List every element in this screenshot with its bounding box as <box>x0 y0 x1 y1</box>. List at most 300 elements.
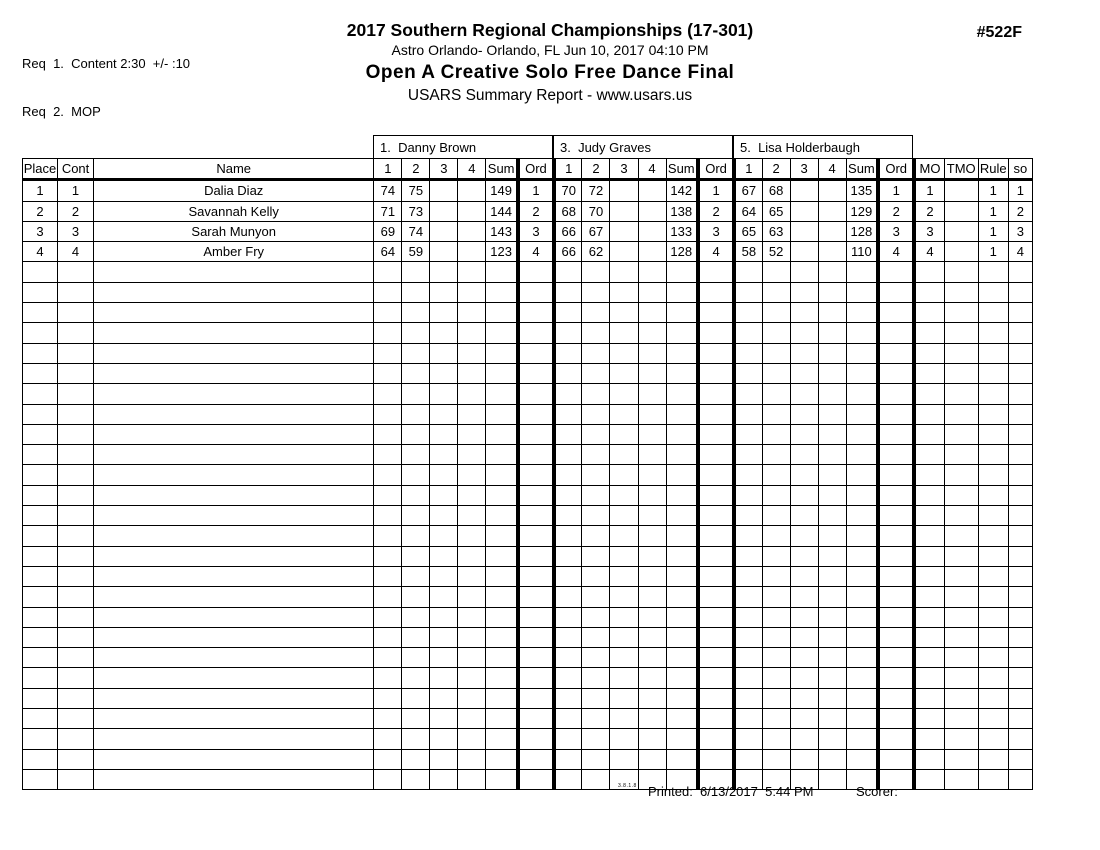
rule-cell <box>978 282 1008 302</box>
score-cell <box>762 465 790 485</box>
score-cell <box>458 262 486 282</box>
ord-cell: 4 <box>698 242 734 262</box>
ord-cell <box>698 607 734 627</box>
place-cell <box>23 729 58 749</box>
sum-cell <box>846 607 878 627</box>
score-cell <box>610 749 638 769</box>
ord-cell <box>878 607 914 627</box>
score-cell <box>402 546 430 566</box>
score-cell <box>790 424 818 444</box>
ord-cell <box>698 526 734 546</box>
so-cell <box>1008 749 1032 769</box>
empty-row <box>23 749 1033 769</box>
name-cell <box>94 445 374 465</box>
sum-cell <box>486 709 518 729</box>
cont-cell <box>58 445 94 465</box>
so-cell <box>1008 729 1032 749</box>
score-cell <box>582 303 610 323</box>
so-cell <box>1008 323 1032 343</box>
score-cell <box>458 506 486 526</box>
score-cell <box>430 201 458 221</box>
score-cell <box>430 749 458 769</box>
so-cell: 4 <box>1008 242 1032 262</box>
score-cell <box>734 363 762 383</box>
score-cell <box>638 242 666 262</box>
score-cell <box>610 363 638 383</box>
ord-cell <box>518 648 554 668</box>
score-cell: 66 <box>554 242 582 262</box>
cont-cell <box>58 384 94 404</box>
sum-cell <box>666 607 698 627</box>
rule-cell: 1 <box>978 180 1008 201</box>
ord-cell <box>878 506 914 526</box>
score-cell <box>458 201 486 221</box>
score-cell <box>582 506 610 526</box>
tmo-cell <box>944 587 978 607</box>
score-cell <box>638 546 666 566</box>
score-cell: 64 <box>374 242 402 262</box>
score-cell <box>790 465 818 485</box>
score-cell <box>554 587 582 607</box>
score-cell <box>374 627 402 647</box>
so-cell <box>1008 404 1032 424</box>
sum-cell <box>846 627 878 647</box>
score-cell <box>554 769 582 789</box>
score-cell <box>638 303 666 323</box>
empty-row <box>23 648 1033 668</box>
score-cell <box>554 303 582 323</box>
score-cell <box>430 242 458 262</box>
place-cell <box>23 607 58 627</box>
mo-cell <box>914 363 944 383</box>
name-cell <box>94 262 374 282</box>
cont-cell <box>58 688 94 708</box>
empty-row <box>23 323 1033 343</box>
score-cell <box>402 749 430 769</box>
score-cell <box>790 221 818 241</box>
rule-cell <box>978 607 1008 627</box>
score-cell <box>430 607 458 627</box>
ord-cell <box>698 668 734 688</box>
score-cell: 65 <box>762 201 790 221</box>
sum-cell <box>486 769 518 789</box>
score-cell <box>734 262 762 282</box>
score-cell <box>818 262 846 282</box>
rule-cell <box>978 627 1008 647</box>
score-cell <box>458 282 486 302</box>
rule-cell <box>978 363 1008 383</box>
cont-cell <box>58 404 94 424</box>
name-cell: Savannah Kelly <box>94 201 374 221</box>
cont-cell <box>58 465 94 485</box>
ord-cell: 1 <box>518 180 554 201</box>
place-cell <box>23 404 58 424</box>
so-cell <box>1008 384 1032 404</box>
score-cell <box>762 627 790 647</box>
score-cell <box>762 668 790 688</box>
score-cell <box>610 566 638 586</box>
empty-row <box>23 262 1033 282</box>
sum-cell <box>846 404 878 424</box>
cont-cell: 3 <box>58 221 94 241</box>
score-cell <box>818 445 846 465</box>
score-cell: 70 <box>554 180 582 201</box>
score-cell <box>582 465 610 485</box>
score-cell <box>790 749 818 769</box>
so-cell <box>1008 506 1032 526</box>
place-cell <box>23 587 58 607</box>
venue-date-line: Astro Orlando- Orlando, FL Jun 10, 2017 04:10 PM <box>391 42 709 59</box>
col-header-judge3-sum: Sum <box>846 159 878 180</box>
championship-title: 2017 Southern Regional Championships (17-301) <box>346 20 754 40</box>
score-cell <box>762 566 790 586</box>
col-header-so: so <box>1008 159 1032 180</box>
empty-row <box>23 668 1033 688</box>
score-cell <box>458 485 486 505</box>
mo-cell <box>914 546 944 566</box>
tmo-cell <box>944 729 978 749</box>
score-cell <box>638 485 666 505</box>
sum-cell <box>486 607 518 627</box>
score-cell <box>610 384 638 404</box>
score-cell <box>638 445 666 465</box>
score-cell <box>430 587 458 607</box>
cont-cell <box>58 323 94 343</box>
place-cell <box>23 445 58 465</box>
name-cell <box>94 769 374 789</box>
empty-row <box>23 526 1033 546</box>
score-cell: 72 <box>582 180 610 201</box>
mo-cell <box>914 749 944 769</box>
ord-cell <box>698 262 734 282</box>
score-cell <box>582 729 610 749</box>
result-row <box>23 180 1033 201</box>
sum-cell <box>846 485 878 505</box>
ord-cell <box>878 303 914 323</box>
score-cell <box>818 485 846 505</box>
score-cell <box>638 465 666 485</box>
score-cell <box>458 323 486 343</box>
score-cell <box>638 384 666 404</box>
ord-cell <box>698 506 734 526</box>
name-cell <box>94 627 374 647</box>
score-cell <box>582 485 610 505</box>
rule-cell <box>978 506 1008 526</box>
empty-row <box>23 384 1033 404</box>
score-cell <box>610 282 638 302</box>
score-cell <box>374 445 402 465</box>
rule-cell <box>978 262 1008 282</box>
score-cell <box>734 688 762 708</box>
score-cell <box>374 648 402 668</box>
name-cell <box>94 688 374 708</box>
score-cell: 64 <box>734 201 762 221</box>
col-header-name: Name <box>94 159 374 180</box>
rule-cell <box>978 566 1008 586</box>
score-cell <box>402 668 430 688</box>
score-cell <box>638 404 666 424</box>
tmo-cell <box>944 221 978 241</box>
score-cell <box>638 323 666 343</box>
score-cell <box>374 363 402 383</box>
score-cell <box>790 506 818 526</box>
name-cell: Amber Fry <box>94 242 374 262</box>
score-cell <box>610 546 638 566</box>
sum-cell <box>486 343 518 363</box>
score-cell <box>458 242 486 262</box>
score-cell <box>610 180 638 201</box>
ord-cell <box>698 627 734 647</box>
score-cell <box>734 566 762 586</box>
score-cell <box>430 282 458 302</box>
score-cell <box>638 566 666 586</box>
cont-cell <box>58 607 94 627</box>
cont-cell <box>58 709 94 729</box>
empty-row <box>23 709 1033 729</box>
ord-cell <box>698 343 734 363</box>
so-cell <box>1008 587 1032 607</box>
rule-cell <box>978 485 1008 505</box>
score-cell: 63 <box>762 221 790 241</box>
place-cell <box>23 769 58 789</box>
printed-timestamp: Printed: 6/13/2017 5:44 PM <box>648 784 814 799</box>
score-cell <box>554 627 582 647</box>
sum-cell <box>486 587 518 607</box>
score-cell <box>374 566 402 586</box>
mo-cell <box>914 506 944 526</box>
cont-cell <box>58 668 94 688</box>
place-cell <box>23 627 58 647</box>
sum-cell <box>486 363 518 383</box>
ord-cell <box>518 282 554 302</box>
col-header-judge2-1: 1 <box>554 159 582 180</box>
software-version: 3.8.1.8 <box>618 783 637 789</box>
sum-cell: 128 <box>666 242 698 262</box>
score-cell <box>818 749 846 769</box>
sum-cell <box>666 424 698 444</box>
sum-cell <box>666 709 698 729</box>
score-cell <box>818 363 846 383</box>
score-cell <box>554 648 582 668</box>
tmo-cell <box>944 485 978 505</box>
score-cell <box>430 729 458 749</box>
score-cell <box>554 363 582 383</box>
sum-cell <box>666 546 698 566</box>
result-row <box>23 221 1033 241</box>
score-cell <box>430 648 458 668</box>
ord-cell: 3 <box>518 221 554 241</box>
score-cell <box>610 709 638 729</box>
so-cell <box>1008 303 1032 323</box>
ord-cell: 2 <box>518 201 554 221</box>
score-cell <box>790 343 818 363</box>
score-cell <box>734 526 762 546</box>
mo-cell <box>914 587 944 607</box>
score-cell <box>790 323 818 343</box>
col-header-cont: Cont <box>58 159 94 180</box>
ord-cell <box>698 546 734 566</box>
score-cell <box>554 607 582 627</box>
sum-cell <box>486 506 518 526</box>
ord-cell <box>698 363 734 383</box>
name-cell <box>94 384 374 404</box>
name-cell <box>94 587 374 607</box>
judge-header-2: 3. Judy Graves <box>553 135 733 159</box>
score-cell <box>402 363 430 383</box>
ord-cell <box>698 384 734 404</box>
ord-cell <box>878 648 914 668</box>
score-cell <box>374 506 402 526</box>
col-header-judge1-4: 4 <box>458 159 486 180</box>
ord-cell <box>878 424 914 444</box>
score-cell <box>638 668 666 688</box>
score-cell <box>554 668 582 688</box>
cont-cell <box>58 262 94 282</box>
score-cell <box>790 404 818 424</box>
sum-cell <box>486 729 518 749</box>
score-cell <box>458 424 486 444</box>
ord-cell <box>518 566 554 586</box>
score-cell <box>790 709 818 729</box>
place-cell <box>23 343 58 363</box>
place-cell <box>23 526 58 546</box>
ord-cell <box>518 262 554 282</box>
ord-cell: 2 <box>878 201 914 221</box>
rule-cell <box>978 587 1008 607</box>
sum-cell <box>846 587 878 607</box>
score-cell <box>402 607 430 627</box>
score-cell <box>402 587 430 607</box>
score-cell <box>734 749 762 769</box>
ord-cell <box>518 323 554 343</box>
ord-cell <box>698 465 734 485</box>
mo-cell <box>914 323 944 343</box>
score-cell <box>610 404 638 424</box>
score-cell <box>790 729 818 749</box>
score-cell <box>458 404 486 424</box>
ord-cell <box>878 404 914 424</box>
score-cell <box>762 607 790 627</box>
score-cell <box>610 729 638 749</box>
score-cell <box>374 587 402 607</box>
score-cell <box>818 506 846 526</box>
score-cell <box>582 709 610 729</box>
name-cell <box>94 668 374 688</box>
ord-cell <box>698 445 734 465</box>
score-cell <box>554 404 582 424</box>
tmo-cell <box>944 343 978 363</box>
col-header-judge2-sum: Sum <box>666 159 698 180</box>
score-cell <box>402 384 430 404</box>
name-cell <box>94 729 374 749</box>
score-cell <box>818 282 846 302</box>
score-cell <box>582 749 610 769</box>
score-cell <box>734 587 762 607</box>
score-cell: 65 <box>734 221 762 241</box>
col-header-mo: MO <box>914 159 944 180</box>
rule-cell <box>978 445 1008 465</box>
score-cell <box>458 526 486 546</box>
so-cell <box>1008 445 1032 465</box>
rule-cell <box>978 668 1008 688</box>
score-cell <box>790 566 818 586</box>
empty-row <box>23 607 1033 627</box>
ord-cell <box>878 566 914 586</box>
cont-cell <box>58 546 94 566</box>
ord-cell <box>518 526 554 546</box>
score-cell <box>374 323 402 343</box>
score-cell <box>430 546 458 566</box>
score-cell <box>734 282 762 302</box>
score-cell <box>402 688 430 708</box>
score-cell <box>402 343 430 363</box>
sum-cell <box>486 262 518 282</box>
score-cell <box>610 526 638 546</box>
cont-cell <box>58 566 94 586</box>
sum-cell <box>846 282 878 302</box>
score-cell <box>554 445 582 465</box>
mo-cell <box>914 729 944 749</box>
tmo-cell <box>944 465 978 485</box>
ord-cell: 4 <box>518 242 554 262</box>
sum-cell <box>846 384 878 404</box>
score-cell <box>582 404 610 424</box>
sum-cell <box>846 506 878 526</box>
ord-cell <box>518 546 554 566</box>
ord-cell <box>518 607 554 627</box>
score-cell: 67 <box>582 221 610 241</box>
col-header-place: Place <box>23 159 58 180</box>
mo-cell: 3 <box>914 221 944 241</box>
ord-cell <box>878 343 914 363</box>
score-cell <box>458 363 486 383</box>
score-cell: 73 <box>402 201 430 221</box>
ord-cell: 3 <box>878 221 914 241</box>
score-cell <box>402 709 430 729</box>
ord-cell <box>698 688 734 708</box>
score-cell <box>818 688 846 708</box>
score-cell <box>430 262 458 282</box>
score-cell: 69 <box>374 221 402 241</box>
score-cell <box>818 343 846 363</box>
score-cell <box>638 688 666 708</box>
sum-cell <box>666 729 698 749</box>
ord-cell <box>878 749 914 769</box>
score-cell <box>734 506 762 526</box>
score-cell <box>762 587 790 607</box>
so-cell <box>1008 262 1032 282</box>
sum-cell <box>666 668 698 688</box>
score-cell <box>554 343 582 363</box>
cont-cell <box>58 424 94 444</box>
score-cell <box>610 445 638 465</box>
score-cell <box>762 282 790 302</box>
score-cell <box>430 323 458 343</box>
place-cell <box>23 262 58 282</box>
place-cell <box>23 485 58 505</box>
ord-cell <box>878 465 914 485</box>
ord-cell <box>878 485 914 505</box>
name-cell: Dalia Diaz <box>94 180 374 201</box>
rule-cell <box>978 546 1008 566</box>
sum-cell <box>486 445 518 465</box>
so-cell <box>1008 607 1032 627</box>
score-cell <box>458 343 486 363</box>
result-row <box>23 201 1033 221</box>
name-cell <box>94 566 374 586</box>
sum-cell <box>666 282 698 302</box>
score-cell <box>554 506 582 526</box>
